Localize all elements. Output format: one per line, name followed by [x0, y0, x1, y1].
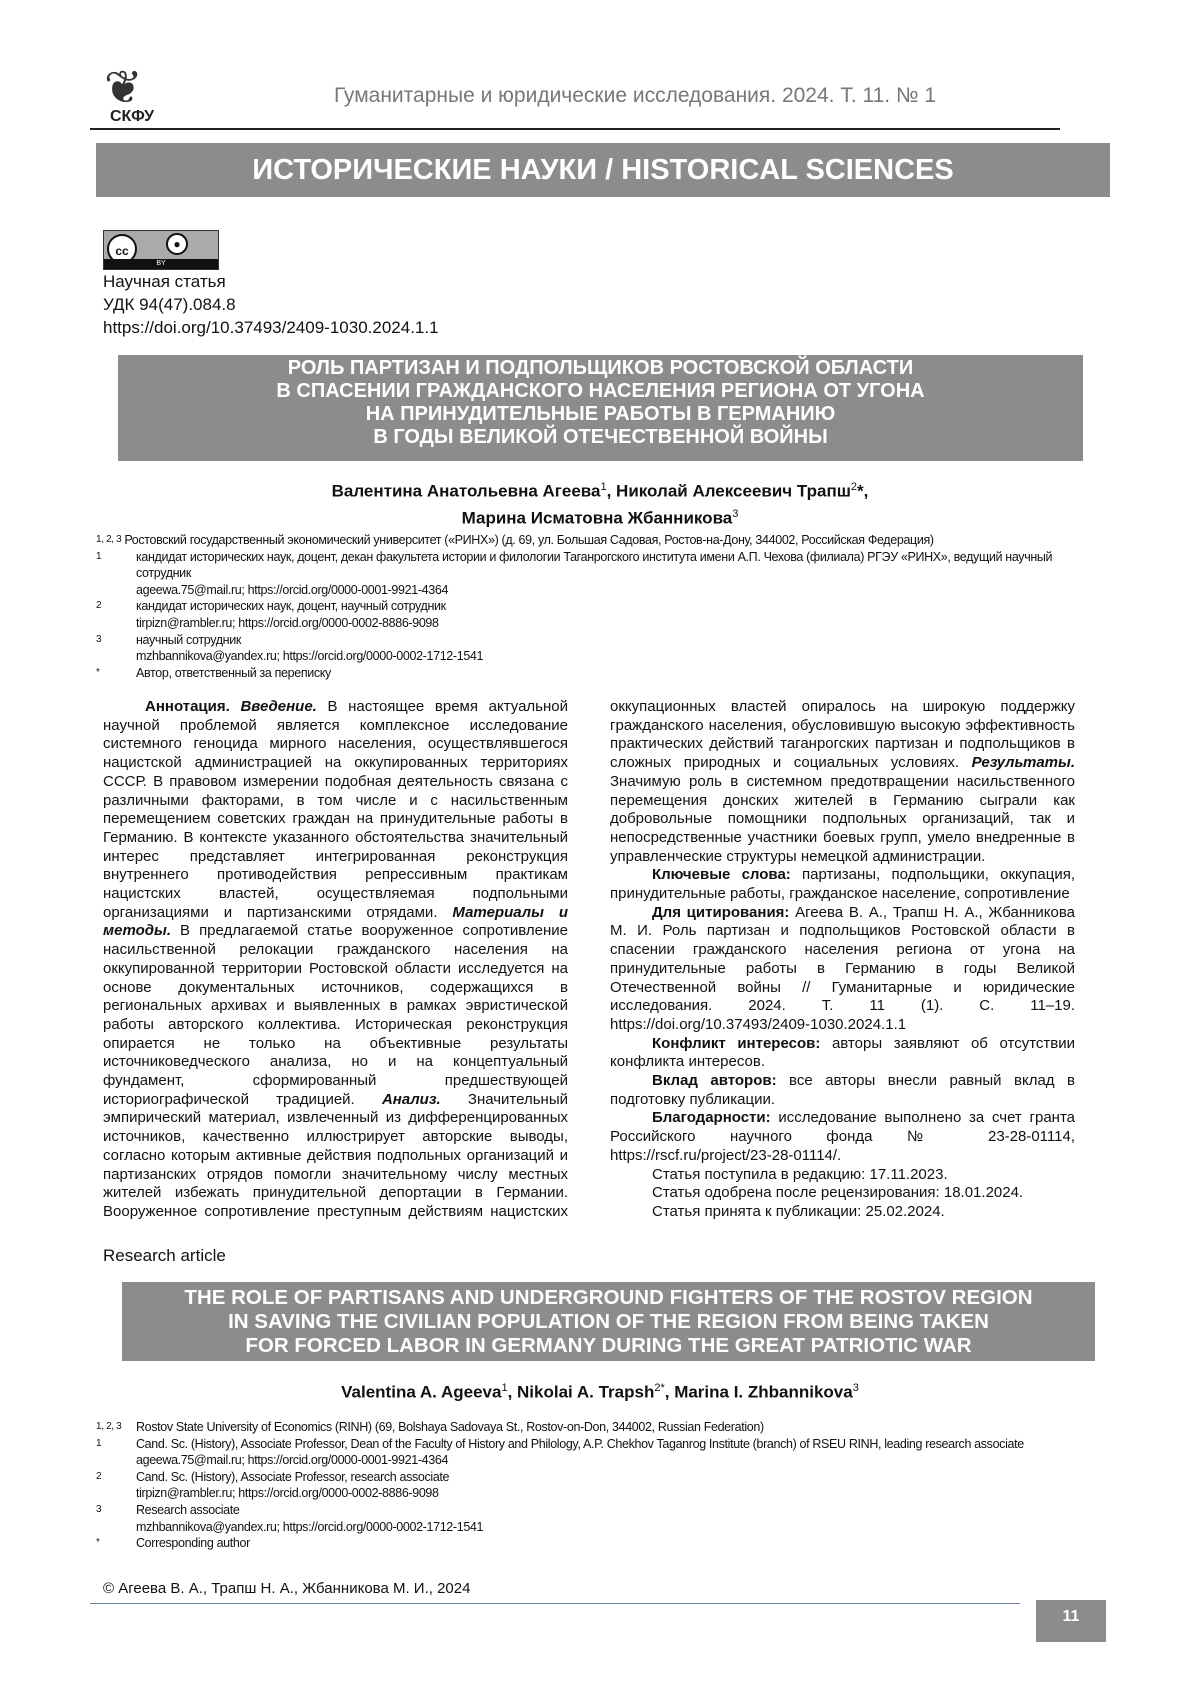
affiliation-text: кандидат исторических наук, доцент, научный сотрудник — [136, 598, 446, 615]
title-line: В ГОДЫ ВЕЛИКОЙ ОТЕЧЕСТВЕННОЙ ВОЙНЫ — [118, 426, 1083, 449]
affiliation-contact: ageewa.75@mail.ru; https://orcid.org/0000-0001-9921-4364 — [96, 1452, 1086, 1469]
analysis-text: Значительный эмпирический материал, извлеченный из дифференцированных источников, качественно иллюстрирует авторские выводы, согласно которым активные действия подпольных организаций и партизанских отрядов помогли значительному числу местных жителей избежать принудительной депортации в Германии. Вооруженное сопротивление преступным действиям нацистских оккупационных властей опиралось на широкую поддержку гражданского населения, обусловившую высокую эффективность практических действий таганрогских партизан и подпольщиков в сложных природных и социальных условиях. — [103, 698, 1075, 1220]
methods-label: Материалы и методы. — [103, 904, 568, 940]
title-line: THE ROLE OF PARTISANS AND UNDERGROUND FIGHTERS OF THE ROSTOV REGION — [122, 1286, 1095, 1310]
conflict-of-interest — [610, 1035, 1075, 1072]
section-banner: ИСТОРИЧЕСКИЕ НАУКИ / HISTORICAL SCIENCES — [96, 143, 1110, 197]
affiliation-item — [96, 598, 1086, 615]
conflict-label: Конфликт интересов: — [652, 1035, 820, 1052]
author-name: Валентина Анатольевна Агеева — [332, 482, 601, 501]
author-sup: 3 — [853, 1382, 859, 1394]
methods-text: В предлагаемой статье вооруженное сопротивление насильственной релокации гражданского населения на оккупированной территории Ростовской области исследуется на основе документальных источников, содержащихся в региональных архивах и выявленных в рамках эвристической работы авторского коллектива. Историческая реконструкция опирается не только на объективные результаты источниковедческого анализа, но и на концептуальный фундамент, сформированный предшествующей историографической традицией. — [103, 922, 568, 1107]
affiliation-item — [96, 665, 1086, 682]
page-number: 11 — [1036, 1600, 1106, 1642]
header-divider — [90, 128, 1060, 130]
journal-header: Гуманитарные и юридические исследования. 2024. Т. 11. № 1 — [180, 84, 1090, 108]
affiliation-num: 1, 2, 3 — [96, 1419, 136, 1436]
affiliations-ru — [96, 532, 1086, 681]
results-text: Значимую роль в системном предотвращении насильственного перемещения донских жителей в Германию сыграли как добровольные помощники подпольных организаций, так и непосредственные участники боевых групп, умело внедренные в управленческие структуры немецкой администрации. — [610, 773, 1075, 865]
title-line: FOR FORCED LABOR IN GERMANY DURING THE GREAT PATRIOTIC WAR — [122, 1334, 1095, 1358]
affiliation-text: кандидат исторических наук, доцент, декан факультета истории и филологии Таганрогского института имени А.П. Чехова (филиала) РГЭУ «РИНХ», ведущий научный сотрудник — [136, 549, 1086, 582]
contribution-label: Вклад авторов: — [652, 1072, 777, 1089]
affiliation-num: * — [96, 1535, 136, 1552]
affiliation-text: Corresponding author — [136, 1535, 250, 1552]
affiliation-text: научный сотрудник — [136, 632, 241, 649]
cc-icon: cc — [107, 234, 137, 264]
article-title-en — [122, 1282, 1095, 1361]
affiliation-num: 2 — [96, 598, 136, 615]
author-name: Nikolai A. Trapsh — [517, 1383, 654, 1402]
author-sup: 1 — [501, 1382, 507, 1394]
affiliation-contact: mzhbannikova@yandex.ru; https://orcid.org/0000-0002-1712-1541 — [96, 1519, 1086, 1536]
affiliation-item — [96, 632, 1086, 649]
affiliation-text: Research associate — [136, 1502, 239, 1519]
abstract-label: Аннотация. — [145, 698, 230, 715]
affiliation-text: Rostov State University of Economics (RINH) (69, Bolshaya Sadovaya St., Rostov-on-Don, 344002, Russian Federation) — [136, 1419, 764, 1436]
date-accepted: Статья принята к публикации: 25.02.2024. — [610, 1203, 1075, 1222]
university-logo — [96, 64, 176, 130]
title-line: В СПАСЕНИИ ГРАЖДАНСКОГО НАСЕЛЕНИЯ РЕГИОНА ОТ УГОНА — [118, 380, 1083, 403]
article-type-en: Research article — [103, 1246, 226, 1266]
article-title-ru — [118, 355, 1083, 461]
affiliation-contact: mzhbannikova@yandex.ru; https://orcid.org/0000-0002-1712-1541 — [96, 648, 1086, 665]
date-received: Статья поступила в редакцию: 17.11.2023. — [610, 1166, 1075, 1185]
cc-by-license-badge[interactable] — [103, 230, 219, 270]
affiliation-num: 1 — [96, 549, 136, 582]
acknowledgments — [610, 1109, 1075, 1165]
by-label: BY — [104, 259, 218, 269]
person-icon: ● — [166, 233, 188, 255]
affiliation-item — [96, 549, 1086, 582]
udc: УДК 94(47).084.8 — [103, 295, 236, 315]
separator: , — [607, 482, 616, 501]
affiliation-num: 1 — [96, 1436, 136, 1453]
affiliation-contact: tirpizn@rambler.ru; https://orcid.org/0000-0002-8886-9098 — [96, 1485, 1086, 1502]
affiliation-num: 1, 2, 3 — [96, 532, 124, 549]
abstract-columns — [103, 698, 1075, 1238]
title-line: НА ПРИНУДИТЕЛЬНЫЕ РАБОТЫ В ГЕРМАНИЮ — [118, 403, 1083, 426]
keywords-text: партизаны, подпольщики, оккупация, принудительные работы, гражданское население, сопротивление — [610, 866, 1075, 902]
analysis-label: Анализ. — [382, 1091, 441, 1108]
author-sup: 1 — [600, 481, 606, 493]
contribution-text: все авторы внесли равный вклад в подготовку публикации. — [610, 1072, 1075, 1108]
affiliation-item — [96, 1419, 1086, 1436]
authors-en: Valentina A. Ageeva1, Nikolai A. Trapsh2*, Marina I. Zhbannikova3 — [100, 1377, 1100, 1404]
author-name: Николай Алексеевич Трапш — [616, 482, 851, 501]
author-contribution — [610, 1072, 1075, 1109]
affiliation-text: Автор, ответственный за переписку — [136, 665, 331, 682]
logo-text: СКФУ — [110, 108, 154, 126]
acknowledgments-text: исследование выполнено за счет гранта Российского научного фонда № 23-28-01114, https://rscf.ru/project/23-28-01114/. — [610, 1109, 1075, 1163]
intro-label: Введение. — [240, 698, 316, 715]
intro-text: В настоящее время актуальной научной проблемой является комплексное исследование системного геноцида мирного населения, осуществлявшегося нацистской администрацией на оккупированных территориях СССР. В правовом измерении подобная деятельность связана с различными факторами, в том числе и с насильственным перемещением советских граждан на принудительные работы в Германию. В контексте указанного обстоятельства значительный интерес представляет интегрированная реконструкция внутреннего противодействия репрессивным практикам нацистских властей, осуществляемая подпольными организациями и партизанскими отрядами. — [103, 698, 568, 921]
wing-logo-icon: ❦ — [104, 64, 143, 110]
title-line: РОЛЬ ПАРТИЗАН И ПОДПОЛЬЩИКОВ РОСТОВСКОЙ ОБЛАСТИ — [118, 357, 1083, 380]
affiliation-contact: ageewa.75@mail.ru; https://orcid.org/0000-0001-9921-4364 — [96, 582, 1086, 599]
affiliation-num: * — [96, 665, 136, 682]
citation — [610, 904, 1075, 1035]
copyright: © Агеева В. А., Трапш Н. А., Жбанникова М. И., 2024 — [103, 1580, 470, 1597]
author-sup: 2 — [851, 481, 857, 493]
article-type: Научная статья — [103, 272, 226, 292]
corresponding-mark: *, — [857, 482, 868, 501]
author-name: Valentina A. Ageeva — [341, 1383, 501, 1402]
affiliation-text: Cand. Sc. (History), Associate Professor, Dean of the Faculty of History and Philology, A.P. Chekhov Taganrog Institute (branch) of RSEU RINH, leading research associate — [136, 1436, 1024, 1453]
doi-link[interactable]: https://doi.org/10.37493/2409-1030.2024.1.1 — [103, 318, 439, 338]
affiliation-num: 3 — [96, 1502, 136, 1519]
affiliation-item — [96, 532, 1086, 549]
conflict-text: авторы заявляют об отсутствии конфликта интересов. — [610, 1035, 1075, 1071]
affiliation-item — [96, 1535, 1086, 1552]
affiliation-contact: tirpizn@rambler.ru; https://orcid.org/0000-0002-8886-9098 — [96, 615, 1086, 632]
citation-label: Для цитирования: — [652, 904, 789, 921]
author-name: Марина Исматовна Жбанникова — [462, 508, 733, 527]
date-reviewed: Статья одобрена после рецензирования: 18.01.2024. — [610, 1184, 1075, 1203]
affiliation-num: 3 — [96, 632, 136, 649]
citation-text: Агеева В. А., Трапш Н. А., Жбанникова М. И. Роль партизан и подпольщиков Ростовской области в спасении гражданского населения региона от угона на принудительные работы в Германию в годы Великой Отечественной войны // Гуманитарные и юридические исследования. 2024. Т. 11 (1). С. 11–19. https://doi.org/10.37493/2409-1030.2024.1.1 — [610, 904, 1075, 1033]
affiliation-item — [96, 1469, 1086, 1486]
footer-divider — [90, 1603, 1020, 1604]
results-label: Результаты. — [972, 754, 1075, 771]
acknowledgments-label: Благодарности: — [652, 1109, 771, 1126]
author-sup: 3 — [732, 508, 738, 520]
affiliation-num: 2 — [96, 1469, 136, 1486]
title-line: IN SAVING THE CIVILIAN POPULATION OF THE REGION FROM BEING TAKEN — [122, 1310, 1095, 1334]
author-name: Marina I. Zhbannikova — [674, 1383, 853, 1402]
author-sup: 2* — [654, 1382, 664, 1394]
authors-ru — [100, 476, 1100, 529]
keywords-label: Ключевые слова: — [652, 866, 791, 883]
affiliation-item — [96, 1436, 1086, 1453]
affiliation-item — [96, 1502, 1086, 1519]
keywords — [610, 866, 1075, 903]
affiliation-text: Ростовский государственный экономический университет («РИНХ») (д. 69, ул. Большая Садовая, Ростов-на-Дону, 344002, Российская Федерация) — [124, 532, 933, 549]
affiliation-text: Cand. Sc. (History), Associate Professor, research associate — [136, 1469, 449, 1486]
affiliations-en — [96, 1419, 1086, 1552]
